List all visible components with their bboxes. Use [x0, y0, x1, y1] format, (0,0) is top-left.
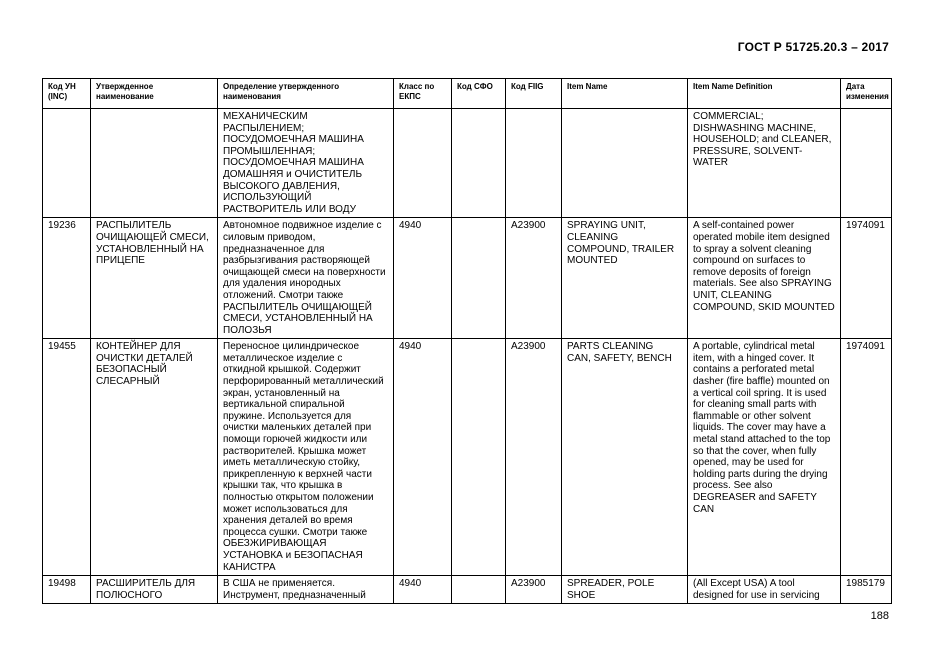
catalog-table — [42, 78, 892, 604]
page-number: 188 — [870, 610, 889, 622]
table-row — [43, 218, 892, 339]
cell-approved-name: РАСШИРИТЕЛЬ ДЛЯ ПОЛЮСНОГО — [91, 576, 218, 604]
cell-item-definition: (All Except USA) A tool designed for use in servicing — [688, 576, 841, 604]
cell-sfo — [452, 109, 506, 218]
cell-class — [394, 109, 452, 218]
cell-sfo — [452, 218, 506, 339]
cell-definition: Автономное подвижное изделие с силовым приводом, предназначенное для разбрызгивания растворяющей очищающей смеси на поверхности для удаления инородных отложений. Смотри также РАСПЫЛИТЕЛЬ ОЧИЩАЮЩЕЙ СМЕСИ, УСТАНОВЛЕННЫЙ НА ПОЛОЗЬЯ — [218, 218, 394, 339]
cell-item-name — [562, 109, 688, 218]
cell-item-definition: A self-contained power operated mobile item designed to spray a solvent cleaning compound on surfaces to remove deposits of foreign materials. See also SPRAYING UNIT, CLEANING COMPOUND, SKID MOUNTED — [688, 218, 841, 339]
cell-date: 1974091 — [841, 339, 892, 576]
col-header-date: Дата изменения — [841, 79, 892, 109]
cell-date — [841, 109, 892, 218]
col-header-class: Класс по ЕКПС — [394, 79, 452, 109]
cell-fiig: A23900 — [506, 339, 562, 576]
cell-inc — [43, 109, 91, 218]
cell-class: 4940 — [394, 576, 452, 604]
cell-fiig — [506, 109, 562, 218]
cell-inc: 19498 — [43, 576, 91, 604]
cell-approved-name: КОНТЕЙНЕР ДЛЯ ОЧИСТКИ ДЕТАЛЕЙ БЕЗОПАСНЫЙ СЛЕСАРНЫЙ — [91, 339, 218, 576]
col-header-item-name: Item Name — [562, 79, 688, 109]
table-row — [43, 339, 892, 576]
cell-fiig: A23900 — [506, 218, 562, 339]
cell-item-name: SPRAYING UNIT, CLEANING COMPOUND, TRAILER MOUNTED — [562, 218, 688, 339]
cell-inc: 19455 — [43, 339, 91, 576]
cell-item-name: PARTS CLEANING CAN, SAFETY, BENCH — [562, 339, 688, 576]
cell-date: 1985179 — [841, 576, 892, 604]
cell-definition: МЕХАНИЧЕСКИМ РАСПЫЛЕНИЕМ; ПОСУДОМОЕЧНАЯ МАШИНА ПРОМЫШЛЕННАЯ; ПОСУДОМОЕЧНАЯ МАШИНА ДОМАШНЯЯ и ОЧИСТИТЕЛЬ ВЫСОКОГО ДАВЛЕНИЯ, ИСПОЛЬЗУЮЩИЙ РАСТВОРИТЕЛЬ ИЛИ ВОДУ — [218, 109, 394, 218]
document-code: ГОСТ Р 51725.20.3 – 2017 — [737, 40, 889, 54]
table-row — [43, 576, 892, 604]
cell-date: 1974091 — [841, 218, 892, 339]
cell-class: 4940 — [394, 339, 452, 576]
cell-approved-name — [91, 109, 218, 218]
cell-sfo — [452, 576, 506, 604]
cell-sfo — [452, 339, 506, 576]
cell-definition: В США не применяется. Инструмент, предназначенный — [218, 576, 394, 604]
cell-item-name: SPREADER, POLE SHOE — [562, 576, 688, 604]
col-header-item-definition: Item Name Definition — [688, 79, 841, 109]
table-row — [43, 109, 892, 218]
col-header-sfo: Код СФО — [452, 79, 506, 109]
col-header-inc: Код УН (INC) — [43, 79, 91, 109]
col-header-approved-name: Утвержденное наименование — [91, 79, 218, 109]
cell-item-definition: A portable, cylindrical metal item, with a hinged cover. It contains a perforated metal dasher (fire baffle) mounted on a vertical coil spring. It is used for cleaning small parts with flammable or other solvent liquids. The cover may have a metal stand attached to the top so that the cover, when fully opened, may be used for holding parts during the drying process. See also DEGREASER and SAFETY CAN — [688, 339, 841, 576]
cell-definition: Переносное цилиндрическое металлическое изделие с откидной крышкой. Содержит перфорированный металлический экран, установленный на вертикальной спиральной пружине. Используется для очистки маленьких деталей при помощи горючей жидкости или растворителей. Крышка может иметь металлическую стойку, прикрепленную к верхней части крышки так, что крышка в полностью открытом положении может использоваться для хранения деталей во время процесса сушки. Смотри также ОБЕЗЖИРИВАЮЩАЯ УСТАНОВКА и БЕЗОПАСНАЯ КАНИСТРА — [218, 339, 394, 576]
cell-class: 4940 — [394, 218, 452, 339]
cell-fiig: A23900 — [506, 576, 562, 604]
cell-approved-name: РАСПЫЛИТЕЛЬ ОЧИЩАЮЩЕЙ СМЕСИ, УСТАНОВЛЕННЫЙ НА ПРИЦЕПЕ — [91, 218, 218, 339]
col-header-fiig: Код FIIG — [506, 79, 562, 109]
cell-inc: 19236 — [43, 218, 91, 339]
table-header-row — [43, 79, 892, 109]
cell-item-definition: COMMERCIAL; DISHWASHING MACHINE, HOUSEHOLD; and CLEANER, PRESSURE, SOLVENT- WATER — [688, 109, 841, 218]
col-header-definition: Определение утвержденного наименования — [218, 79, 394, 109]
